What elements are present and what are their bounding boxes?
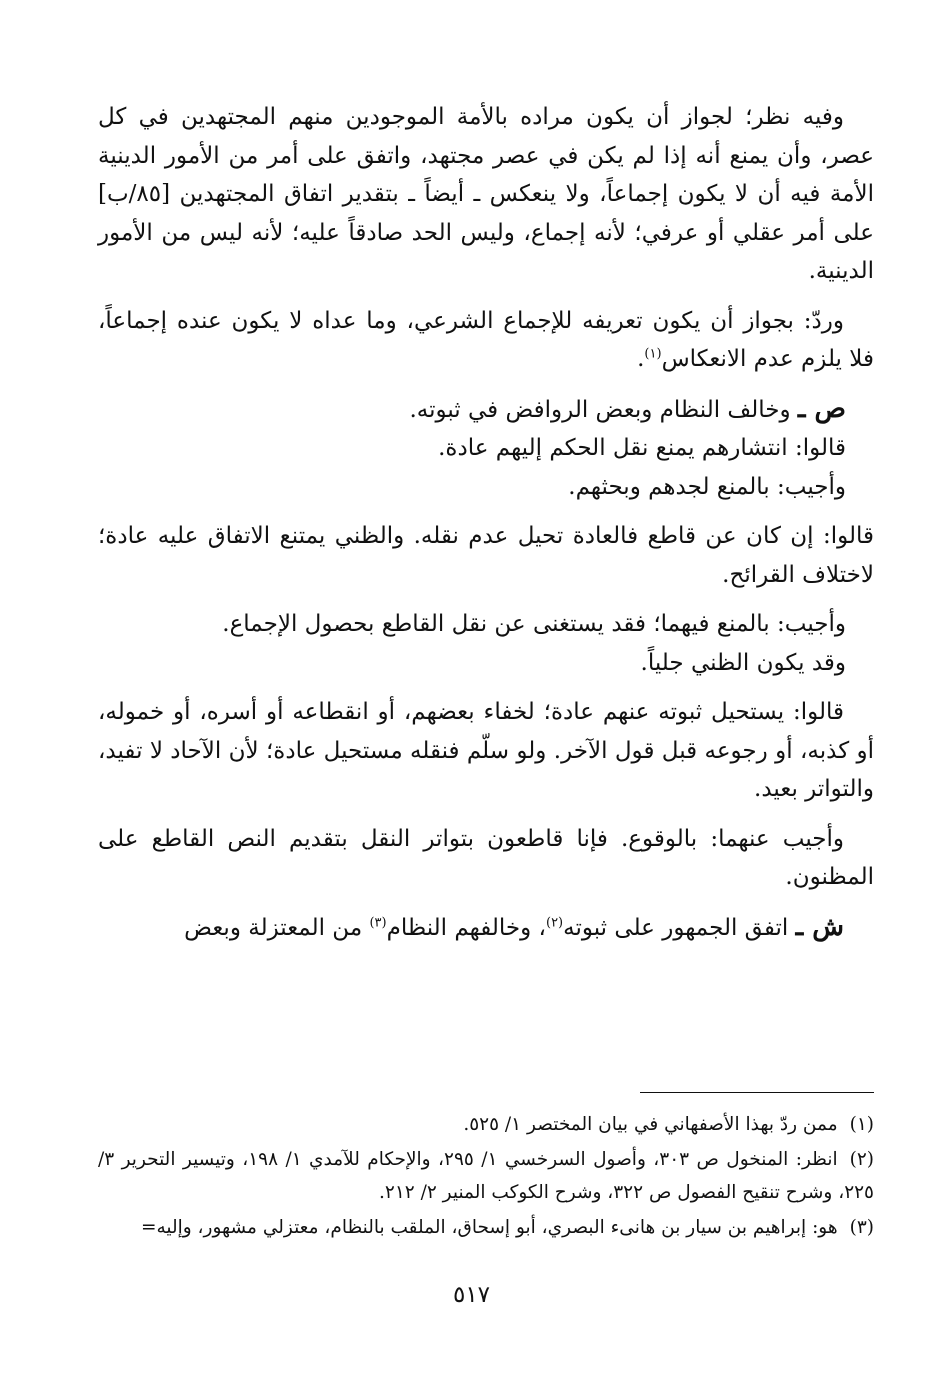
answer-section	[98, 605, 874, 682]
matn-section	[98, 390, 874, 507]
footnote-ref[interactable]: (٣)	[369, 914, 387, 930]
footnote-ref[interactable]: (٢)	[545, 914, 564, 930]
footnote-3	[98, 1211, 874, 1244]
paragraph-text: قالوا: إن كان عن قاطع فالعادة تحيل عدم نقله. والظني يمتنع الاتفاق عليه عادة؛ لاختلاف القرائح.	[98, 523, 874, 588]
footnote-text: ممن ردّ بهذا الأصفهاني في بيان المختصر ١/ ٥٢٥.	[463, 1114, 838, 1135]
paragraph-text: وأجيب عنهما: بالوقوع. فإنا قاطعون بتواتر النقل بتقديم النص القاطع على المظنون.	[98, 825, 874, 890]
paragraph-argument-2	[98, 693, 874, 809]
paragraph-text: وردّ: بجواز أن يكون تعريفه للإجماع الشرعي، وما عداه لا يكون عنده إجماعاً، فلا يلزم عدم الانعكاس	[98, 307, 874, 372]
paragraph-text: وفيه نظر؛ لجواز أن يكون مراده بالأمة الموجودين منهم المجتهدين في كل عصر، وأن يمنع أنه إذا لم يكن في عصر مجتهد، واتفق على أمر من الأمور الدينية الأمة فيه أن لا يكون إجماعاً، ولا ينعكس ـ أيضاً ـ بتقدير اتفاق المجتهدين [٨٥/ب] على أمر عقلي أو عرفي؛ لأنه إجماع، وليس الحد صادقاً عليه؛ لأنه ليس من الأمور الدينية.	[98, 104, 874, 284]
footnote-2	[98, 1143, 874, 1209]
main-text	[98, 98, 874, 958]
section-marker-shin: ش ـ	[795, 911, 844, 942]
matn-line: قالوا: انتشارهم يمنع نقل الحكم إليهم عادة.	[438, 435, 846, 461]
footnote-text: انظر: المنخول ص ٣٠٣، وأصول السرخسي ١/ ٢٩٥، والإحكام للآمدي ١/ ١٩٨، وتيسير التحرير ٣/ ٢٢٥، وشرح تنقيح الفصول ص ٣٢٢، وشرح الكوكب المنير ٢/ ٢١٢.	[98, 1149, 874, 1203]
paragraph-objection	[98, 98, 874, 291]
paragraph-text: اتفق الجمهور على ثبوته	[563, 914, 789, 941]
answer-line: وأجيب: بالمنع فيهما؛ فقد يستغنى عن نقل القاطع بحصول الإجماع.	[222, 611, 846, 637]
section-marker-sad: ص ـ	[797, 393, 846, 424]
footnote-number: (١)	[849, 1114, 874, 1135]
page-number: ٥١٧	[452, 1282, 491, 1308]
footnote-number: (٣)	[849, 1217, 874, 1238]
footnote-divider	[640, 1092, 874, 1093]
paragraph-argument	[98, 517, 874, 594]
footnote-number: (٢)	[849, 1149, 874, 1170]
footnote-ref[interactable]: (١)	[644, 346, 662, 362]
matn-line	[98, 390, 846, 430]
paragraph-text: قالوا: يستحيل ثبوته عنهم عادة؛ لخفاء بعضهم، أو انقطاعه أو أسره، أو خموله، أو كذبه، أو رجوعه قبل قول الآخر. ولو سلّم فنقله مستحيل عادة؛ لأن الآحاد لا تفيد، والتواتر بعيد.	[98, 699, 874, 802]
footnotes	[98, 1108, 874, 1246]
footnote-text: هو: إبراهيم بن سيار بن هانىء البصري، أبو إسحاق، الملقب بالنظام، معتزلي مشهور، وإليه=	[140, 1217, 838, 1238]
paragraph-response	[98, 302, 874, 379]
answer-line: وقد يكون الظني جلياً.	[640, 649, 846, 676]
paragraph-text: ، وخالفهم النظام	[386, 914, 546, 941]
matn-line: وأجيب: بالمنع لجدهم وبحثهم.	[568, 473, 846, 500]
paragraph-text: من المعتزلة وبعض	[184, 914, 370, 941]
paragraph-answer-2	[98, 820, 874, 897]
footnote-1	[98, 1108, 874, 1141]
paragraph-end: .	[637, 346, 645, 372]
matn-text: وخالف النظام وبعض الروافض في ثبوته.	[409, 396, 791, 423]
paragraph-sharh	[98, 908, 874, 948]
